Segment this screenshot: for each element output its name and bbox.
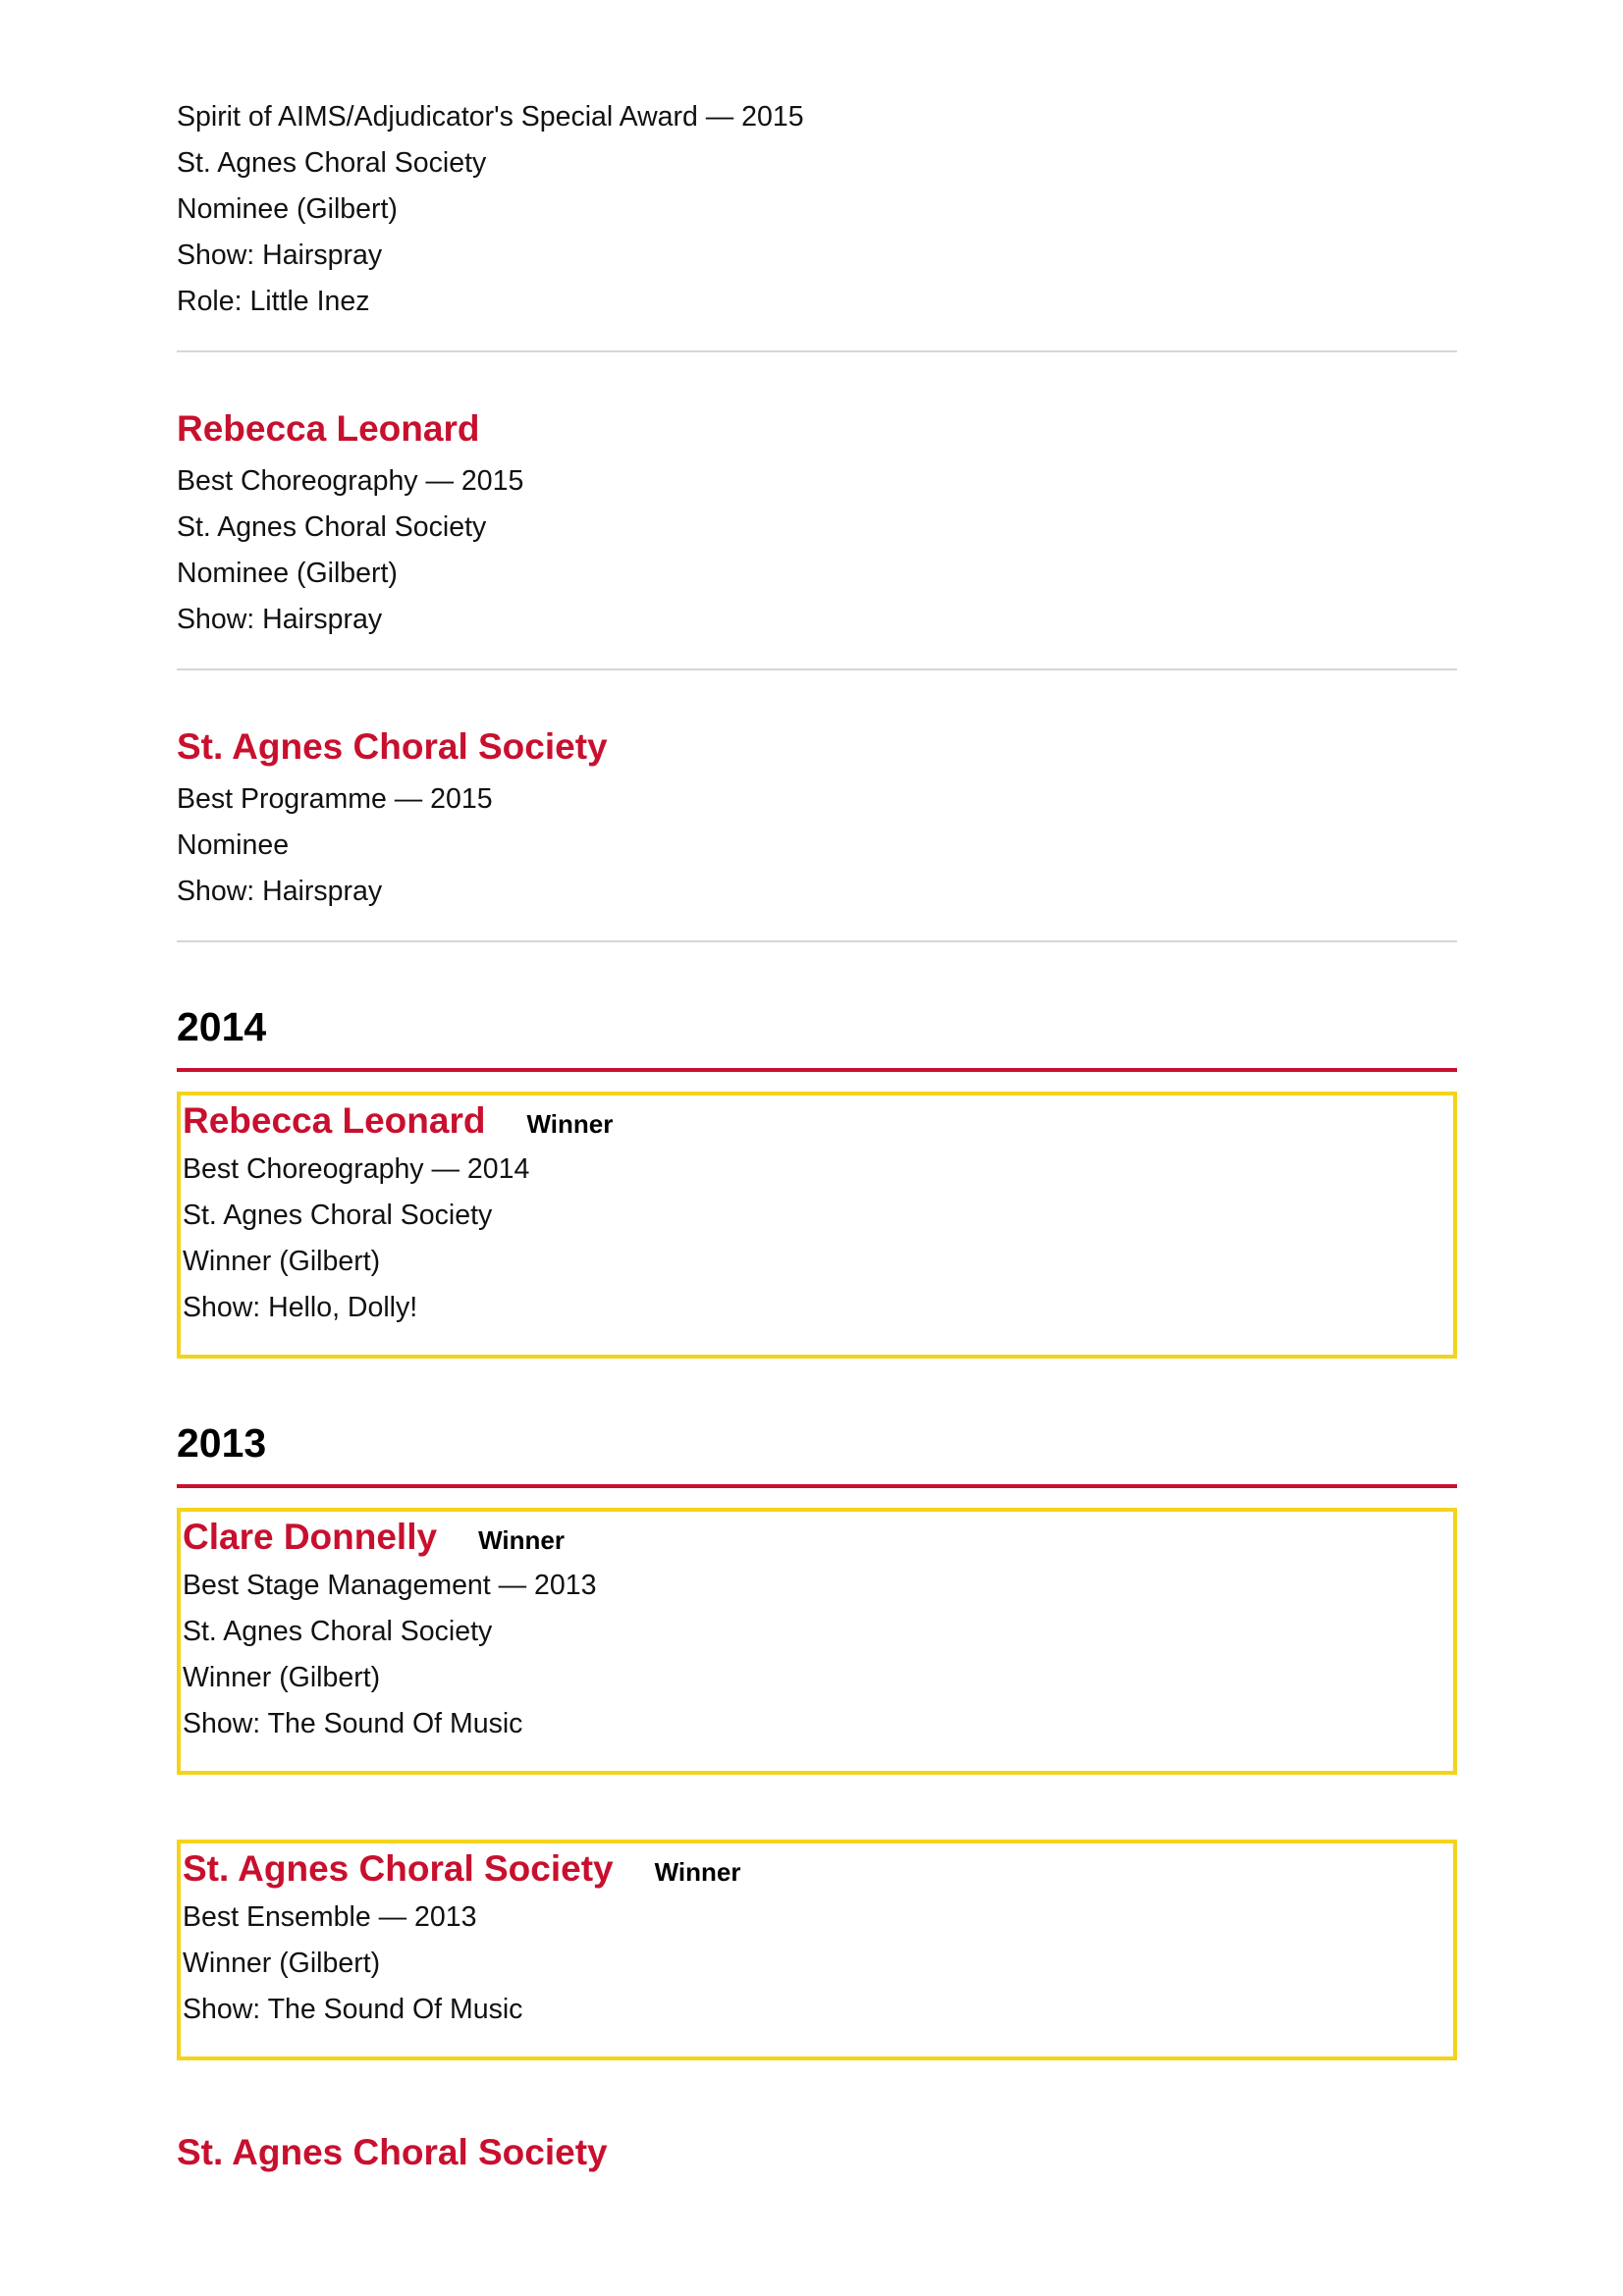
year-heading-2014: 2014 <box>177 999 1457 1072</box>
nominee-name-link[interactable]: Rebecca Leonard <box>177 408 480 449</box>
award-entry <box>177 94 1457 352</box>
winner-name-link[interactable]: Clare Donnelly <box>183 1517 438 1557</box>
awards-page <box>177 94 1457 2180</box>
nominee-name-link[interactable]: St. Agnes Choral Society <box>177 2132 608 2172</box>
award-show: Show: Hello, Dolly! <box>183 1292 418 1323</box>
award-show: Show: The Sound Of Music <box>183 1994 523 2025</box>
winner-entry <box>177 1508 1457 1775</box>
winner-name-link[interactable]: St. Agnes Choral Society <box>183 1848 614 1889</box>
award-show: Show: Hairspray <box>177 240 383 271</box>
nominee-name-row <box>177 400 1457 458</box>
award-category: Best Choreography — 2014 <box>183 1153 530 1185</box>
award-status: Nominee <box>177 829 290 861</box>
award-category: Best Programme — 2015 <box>177 783 493 815</box>
award-society: St. Agnes Choral Society <box>183 1616 493 1647</box>
award-category: Best Ensemble — 2013 <box>183 1901 477 1933</box>
award-status: Winner (Gilbert) <box>183 1662 381 1693</box>
award-show: Show: Hairspray <box>177 876 383 907</box>
winner-name-row <box>183 1512 1453 1563</box>
award-category: Best Stage Management — 2013 <box>183 1570 597 1601</box>
award-category: Spirit of AIMS/Adjudicator's Special Award — 2015 <box>177 101 804 133</box>
award-show: Show: The Sound Of Music <box>183 1708 523 1739</box>
award-entry <box>177 400 1457 670</box>
winner-badge: Winner <box>654 1856 741 1887</box>
award-status: Nominee (Gilbert) <box>177 193 398 225</box>
award-category: Best Choreography — 2015 <box>177 465 524 497</box>
winner-name-row <box>183 1843 1453 1895</box>
award-society: St. Agnes Choral Society <box>183 1200 493 1231</box>
winner-name-row <box>183 1095 1453 1147</box>
award-show: Show: Hairspray <box>177 604 383 635</box>
winner-badge: Winner <box>478 1524 565 1555</box>
winner-name-link[interactable]: Rebecca Leonard <box>183 1100 486 1141</box>
nominee-name-row <box>177 2125 1457 2180</box>
nominee-name-link[interactable]: St. Agnes Choral Society <box>177 726 608 767</box>
winner-badge: Winner <box>526 1108 614 1139</box>
award-society: St. Agnes Choral Society <box>177 147 487 179</box>
award-entry <box>177 718 1457 942</box>
award-status: Winner (Gilbert) <box>183 1948 381 1979</box>
nominee-name-row <box>177 718 1457 776</box>
award-society: St. Agnes Choral Society <box>177 511 487 543</box>
year-heading-2013: 2013 <box>177 1415 1457 1488</box>
award-status: Winner (Gilbert) <box>183 1246 381 1277</box>
award-status: Nominee (Gilbert) <box>177 558 398 589</box>
winner-entry <box>177 1840 1457 2060</box>
award-role: Role: Little Inez <box>177 286 370 317</box>
winner-entry <box>177 1092 1457 1359</box>
